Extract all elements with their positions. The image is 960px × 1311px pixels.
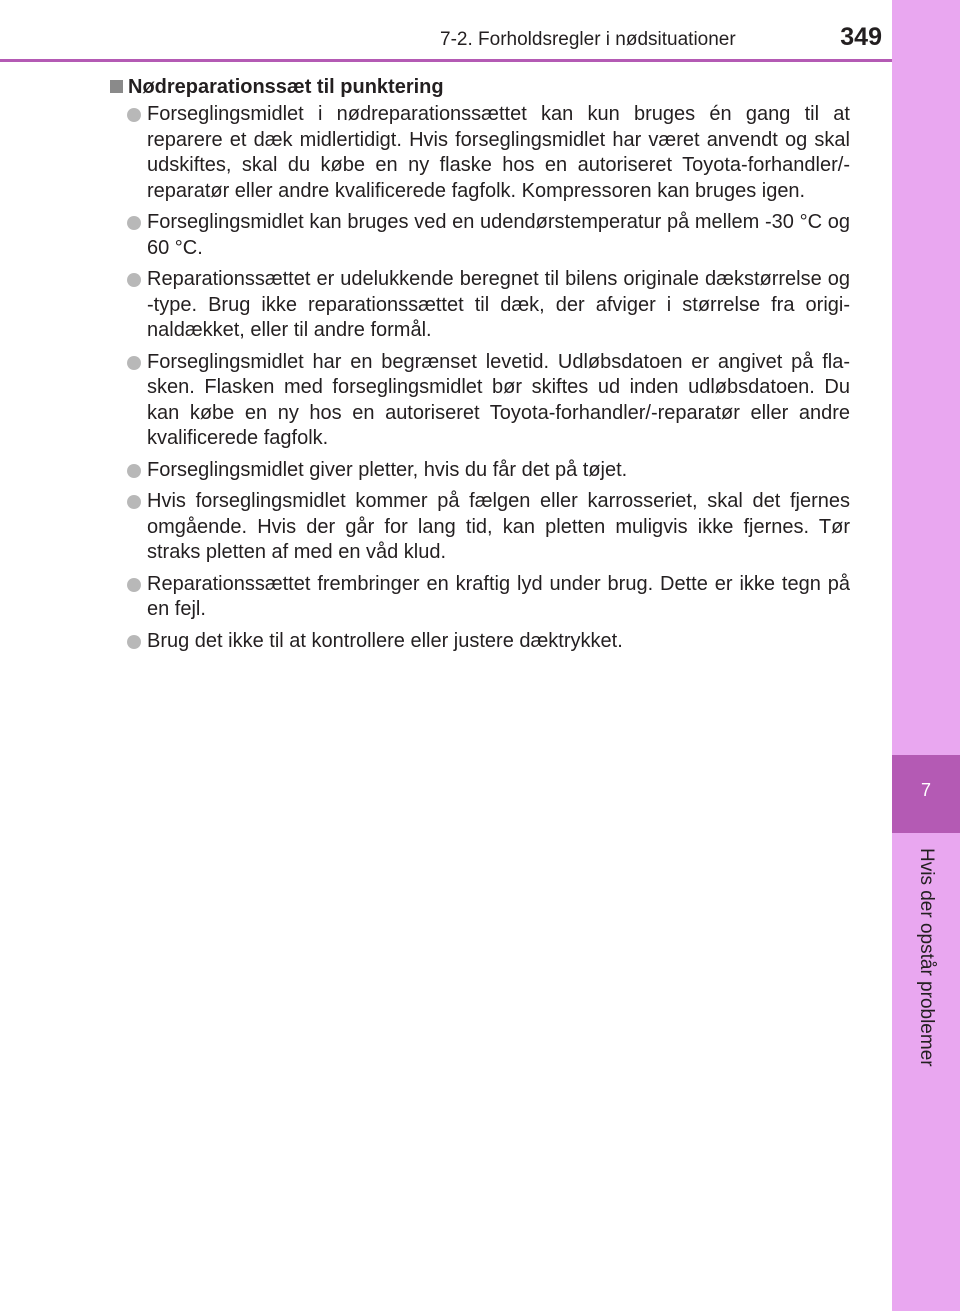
chapter-title: Hvis der opstår problemer (916, 848, 937, 1067)
section-heading (110, 74, 850, 100)
list-item-text: Reparationssættet er udelukkende beregnet til bilens originale dækstørrelse og -type. Brug ikke reparationssættet til dæk, der afviger i størrelse fra originaldækket, eller til andre formål. (147, 268, 850, 341)
list-item (110, 458, 850, 484)
chapter-side-tab (892, 0, 960, 1311)
list-item (110, 629, 850, 655)
list-item-text: Hvis forseglingsmidlet kommer på fælgen eller karrosseriet, skal det fjernes omgående. Hvis der går for lang tid, kan pletten muligvis ikke fjernes. Tør straks pletten af med en våd klud. (147, 490, 850, 563)
header-section-title: 7-2. Forholdsregler i nødsituationer (440, 29, 736, 50)
circle-bullet-icon (127, 216, 141, 230)
list-item-text: Forseglingsmidlet giver pletter, hvis du får det på tøjet. (147, 458, 628, 481)
circle-bullet-icon (127, 635, 141, 649)
square-bullet-icon (110, 80, 123, 93)
circle-bullet-icon (127, 495, 141, 509)
circle-bullet-icon (127, 273, 141, 287)
chapter-number: 7 (920, 780, 931, 800)
list-item-text: Forseglingsmidlet har en begrænset levetid. Udløbsdatoen er angivet på flasken. Flasken med forseglingsmidlet bør skiftes ud inden udløbsdatoen. Du kan købe en ny hos en autoriseret Toyota-forhandler/-reparatør eller andre kvalificerede fagfolk. (147, 350, 850, 449)
list-item (110, 267, 850, 344)
list-item-text: Forseglingsmidlet kan bruges ved en udendørstemperatur på mellem -30 °C og 60 °C. (147, 211, 850, 259)
page-number: 349 (840, 23, 882, 51)
header-divider (0, 59, 892, 62)
list-item (110, 350, 850, 452)
list-item-text: Reparationssættet frembringer en kraftig lyd under brug. Dette er ikke tegn på en fejl. (147, 572, 850, 620)
circle-bullet-icon (127, 356, 141, 370)
list-item-text: Forseglingsmidlet i nødreparationssættet kan kun bruges én gang til at reparere et dæk midlertidigt. Hvis forseglingsmidlet har været anvendt og skal udskiftes, skal du købe en ny flaske hos en autoriseret Toyota-forhandler/-reparatør eller andre kvalificerede fagfolk. Kompressoren kan bruges igen. (147, 103, 850, 202)
list-item (110, 572, 850, 623)
bullet-list (110, 102, 850, 654)
page-content (110, 74, 850, 660)
list-item (110, 489, 850, 566)
list-item-text: Brug det ikke til at kontrollere eller justere dæktrykket. (147, 629, 623, 652)
section-heading-text: Nødreparationssæt til punktering (128, 76, 444, 98)
circle-bullet-icon (127, 108, 141, 122)
list-item (110, 102, 850, 204)
circle-bullet-icon (127, 578, 141, 592)
list-item (110, 210, 850, 261)
chapter-number-block (892, 755, 960, 833)
circle-bullet-icon (127, 464, 141, 478)
